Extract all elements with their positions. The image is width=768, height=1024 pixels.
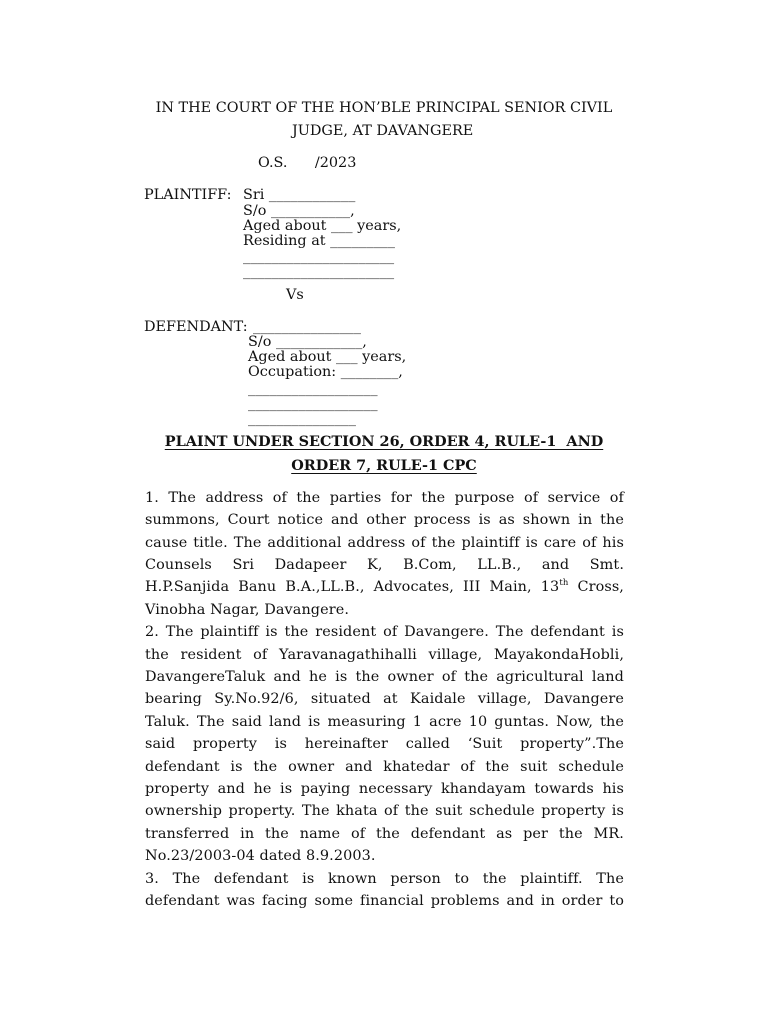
defendant-blank-line: __________________	[248, 396, 378, 412]
plaintiff-blank-line: _____________________	[243, 249, 395, 265]
paragraph-line-with-superscript	[145, 576, 624, 598]
plaintiff-father: S/o ___________,	[243, 203, 355, 219]
paragraph-line: property and he is paying necessary khandayam towards his	[145, 781, 624, 797]
paragraph-line: No.23/2003-04 dated 8.9.2003.	[145, 848, 376, 864]
paragraph-line: 3. The defendant is known person to the plaintiff. The	[145, 871, 624, 887]
plaintiff-blank-line: _____________________	[243, 264, 395, 280]
paragraph-line: Vinobha Nagar, Davangere.	[145, 602, 350, 618]
defendant-father: S/o ____________,	[248, 334, 367, 350]
paragraph-line: 2. The plaintiff is the resident of Davangere. The defendant is	[145, 624, 624, 640]
defendant-age: Aged about ___ years,	[248, 349, 407, 365]
paragraph-line: transferred in the name of the defendant as per the MR.	[145, 826, 624, 842]
paragraph-line: Taluk. The said land is measuring 1 acre 10 guntas. Now, the	[145, 714, 624, 730]
paragraph-line: summons, Court notice and other process is as shown in the	[145, 512, 624, 528]
paragraph-line: bearing Sy.No.92/6, situated at Kaidale village, Davangere	[145, 691, 624, 707]
ordinal-superscript: th	[559, 578, 569, 589]
plaint-title-line1: PLAINT UNDER SECTION 26, ORDER 4, RULE-1 AND	[164, 433, 604, 450]
plaint-title-line2: ORDER 7, RULE-1 CPC	[291, 457, 477, 474]
defendant-label: DEFENDANT:	[144, 319, 248, 335]
paragraph-line: 1. The address of the parties for the purpose of service of	[145, 490, 624, 506]
plaintiff-residence: Residing at _________	[243, 233, 395, 249]
case-number: O.S. /2023	[258, 155, 357, 171]
address-text: H.P.Sanjida Banu B.A.,LL.B., Advocates, III Main, 13	[145, 579, 560, 595]
plaintiff-age: Aged about ___ years,	[243, 218, 402, 234]
defendant-occupation: Occupation: ________,	[248, 364, 403, 380]
court-heading-line2: JUDGE, AT DAVANGERE	[292, 123, 474, 139]
plaintiff-label: PLAINTIFF:	[144, 187, 232, 203]
paragraph-line: defendant was facing some financial problems and in order to	[145, 893, 624, 909]
paragraph-line: defendant is the owner and khatedar of the suit schedule	[145, 759, 624, 775]
address-text-end: Cross,	[568, 579, 624, 595]
defendant-blank-line: _______________	[248, 411, 356, 427]
paragraph-line: ownership property. The khata of the suit schedule property is	[145, 803, 624, 819]
defendant-name: _______________	[253, 319, 361, 335]
paragraph-line: the resident of Yaravanagathihalli village, MayakondaHobli,	[145, 647, 624, 663]
paragraph-line: Counsels Sri Dadapeer K, B.Com, LL.B., and Smt.	[145, 557, 624, 573]
defendant-blank-line: __________________	[248, 381, 378, 397]
court-heading-line1: IN THE COURT OF THE HON’BLE PRINCIPAL SENIOR CIVIL	[155, 100, 613, 116]
paragraph-line: cause title. The additional address of the plaintiff is care of his	[145, 535, 624, 551]
versus-label: Vs	[286, 287, 304, 303]
paragraph-line: DavangereTaluk and he is the owner of the agricultural land	[145, 669, 624, 685]
plaintiff-name: Sri ____________	[243, 187, 356, 203]
paragraph-line: said property is hereinafter called ‘Suit property”.The	[145, 736, 624, 752]
